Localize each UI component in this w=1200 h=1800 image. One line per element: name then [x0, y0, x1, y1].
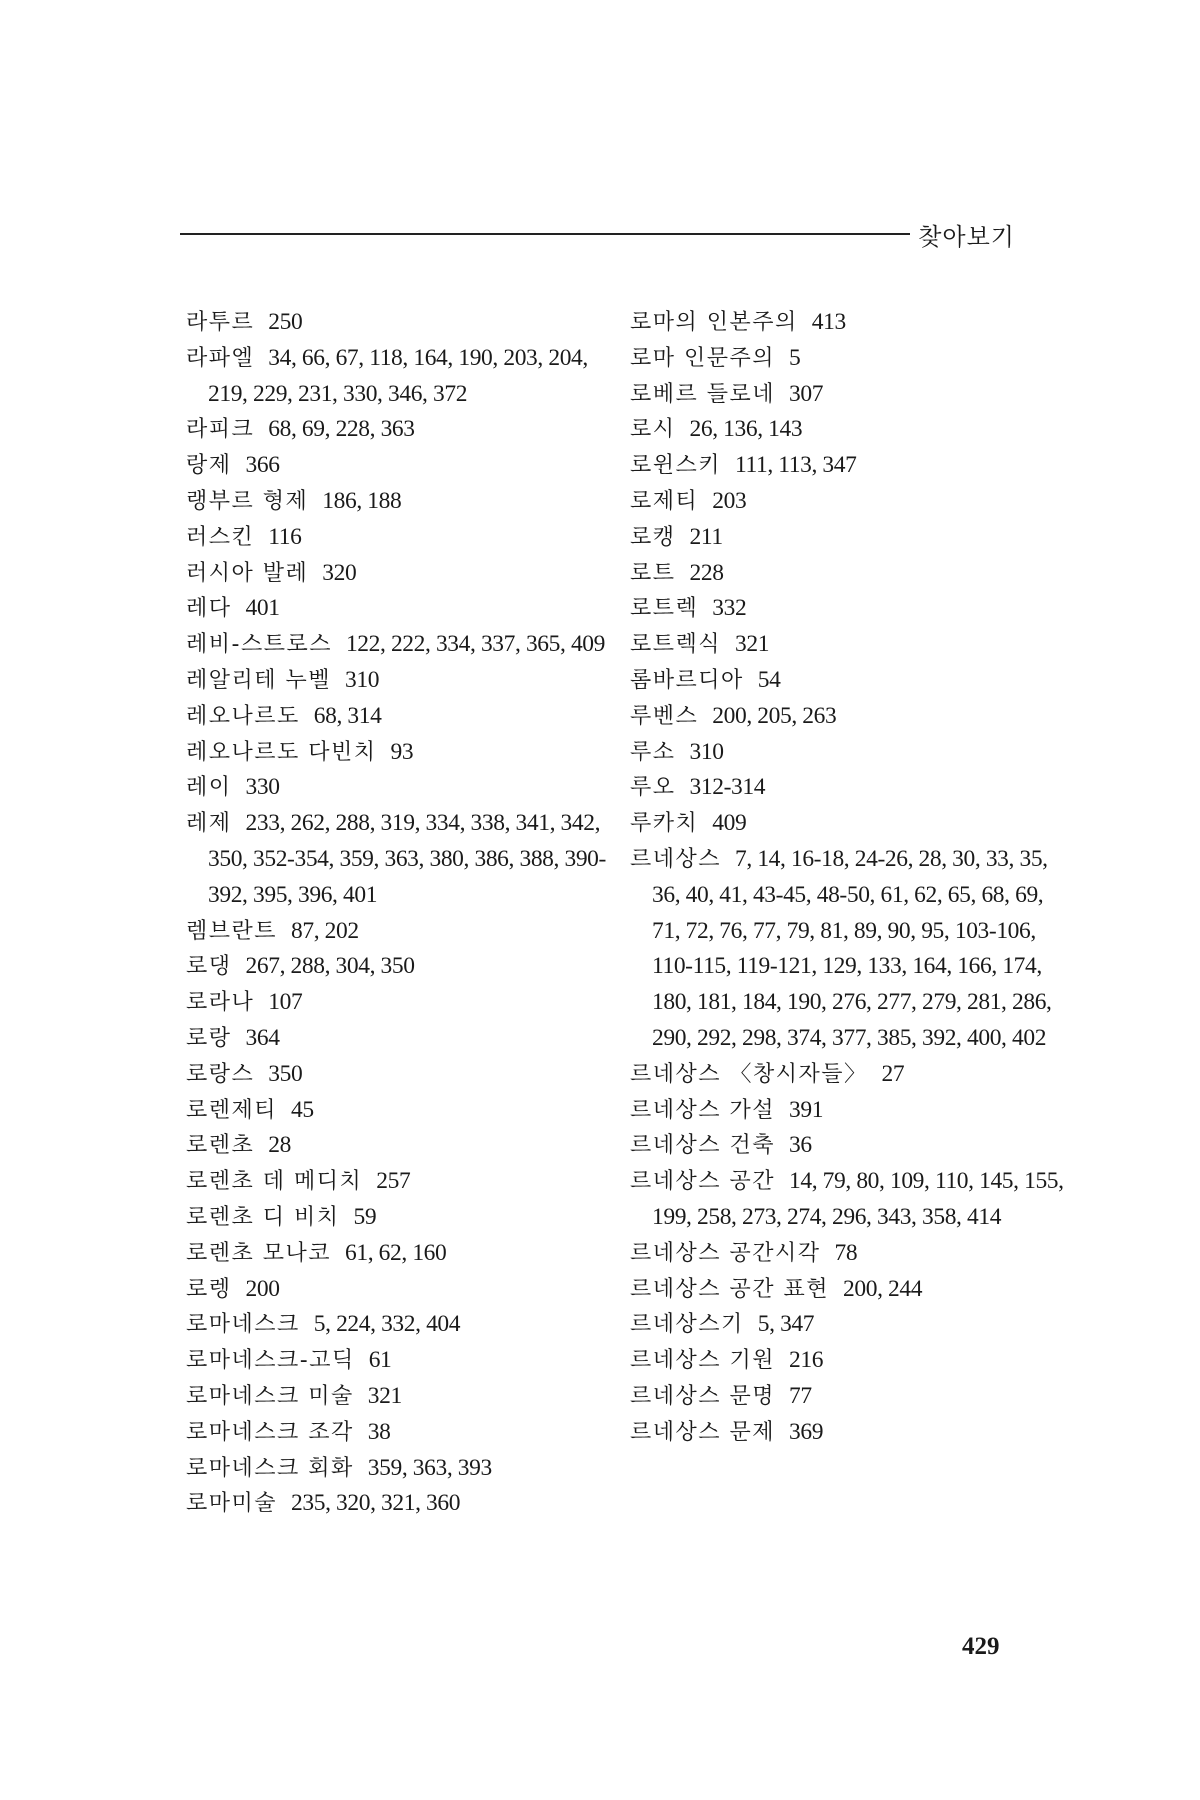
index-term: 로트: [630, 560, 676, 586]
index-entry: [630, 520, 1070, 556]
index-term: 로마 인문주의: [630, 345, 776, 371]
index-entry: [630, 591, 1070, 627]
index-entry: [630, 1164, 1070, 1236]
index-term: 로렌초 모나코: [186, 1240, 332, 1266]
index-entry: [630, 341, 1070, 377]
index-pages: 14, 79, 80, 109, 110, 145, 155, 199, 258, 273, 274, 296, 343, 358, 414: [652, 1168, 1064, 1230]
index-entry: [630, 556, 1070, 592]
index-entry: [186, 1236, 626, 1272]
index-term: 라피크: [186, 417, 255, 443]
index-pages: 186, 188: [322, 487, 402, 514]
index-term: 로마네스크 미술: [186, 1383, 354, 1409]
index-entry: [630, 627, 1070, 663]
index-term: 라투르: [186, 310, 255, 335]
index-term: 레알리테 누벨: [186, 667, 332, 693]
index-pages: 200, 205, 263: [712, 702, 837, 729]
index-pages: 77: [789, 1382, 812, 1409]
page-number: 429: [962, 1633, 1000, 1660]
index-term: 로마의 인본주의: [630, 310, 798, 335]
index-pages: 369: [789, 1418, 824, 1445]
index-entry: [630, 412, 1070, 448]
running-title: 찾아보기: [918, 223, 1015, 251]
index-entry: [630, 1415, 1070, 1451]
index-pages: 200, 244: [843, 1275, 923, 1302]
index-term: 르네상스 공간: [630, 1169, 776, 1195]
index-entry: [186, 1307, 626, 1343]
index-entry: [186, 1272, 626, 1308]
index-term: 롬바르디아: [630, 667, 744, 693]
index-term: 레이: [186, 775, 232, 801]
index-entry: [630, 1379, 1070, 1415]
index-pages: 330: [245, 774, 280, 801]
index-term: 랭부르 형제: [186, 488, 309, 514]
index-pages: 310: [689, 738, 724, 765]
index-pages: 5, 347: [757, 1311, 815, 1338]
index-entry: [186, 985, 626, 1021]
index-entry: [186, 699, 626, 735]
index-term: 르네상스 가설: [630, 1097, 776, 1123]
index-term: 로윈스키: [630, 453, 722, 479]
index-term: 로마네스크 회화: [186, 1455, 354, 1481]
index-entry: [630, 1057, 1070, 1093]
index-term: 로트렉: [630, 596, 699, 622]
index-entry: [186, 1128, 626, 1164]
index-pages: 211: [689, 523, 723, 550]
index-entry: [630, 770, 1070, 806]
index-entry: [630, 1272, 1070, 1308]
index-pages: 233, 262, 288, 319, 334, 338, 341, 342, 350, 352-354, 359, 363, 380, 386, 388, 390-392, 395, 396, 401: [208, 810, 606, 908]
index-pages: 235, 320, 321, 360: [291, 1490, 461, 1517]
index-entry: [186, 735, 626, 771]
index-term: 레비-스트로스: [186, 632, 332, 658]
index-term: 러시아 발레: [186, 560, 309, 586]
index-term: 레제: [186, 811, 232, 837]
index-pages: 216: [789, 1347, 824, 1374]
index-entry: [186, 627, 626, 663]
index-entry: [186, 1486, 626, 1522]
index-pages: 413: [811, 309, 846, 335]
index-entry: [186, 663, 626, 699]
index-entry: [186, 341, 626, 413]
index-entry: [186, 949, 626, 985]
index-pages: 391: [789, 1096, 824, 1123]
index-entry: [186, 520, 626, 556]
index-entry: [630, 842, 1070, 1057]
index-term: 로랑스: [186, 1061, 255, 1087]
index-pages: 36: [789, 1132, 812, 1159]
index-pages: 5: [789, 344, 801, 371]
index-entry: [630, 735, 1070, 771]
index-pages: 409: [712, 810, 747, 837]
index-term: 로시: [630, 417, 676, 443]
index-term: 르네상스 문명: [630, 1383, 776, 1409]
index-entry: [186, 770, 626, 806]
index-term: 르네상스기: [630, 1312, 744, 1338]
index-entry: [630, 1093, 1070, 1129]
index-term: 로렌초: [186, 1133, 255, 1159]
index-entry: [630, 484, 1070, 520]
index-entry: [630, 448, 1070, 484]
index-entry: [186, 1021, 626, 1057]
index-pages: 78: [834, 1239, 858, 1266]
index-entry: [630, 305, 1070, 341]
index-term: 로마네스크: [186, 1312, 300, 1338]
index-term: 로베르 들로네: [630, 381, 776, 407]
index-pages: 93: [390, 738, 414, 765]
index-pages: 321: [367, 1382, 402, 1409]
index-term: 러스킨: [186, 524, 255, 550]
index-pages: 122, 222, 334, 337, 365, 409: [345, 631, 606, 658]
index-term: 랑제: [186, 453, 232, 479]
index-entry: [630, 1128, 1070, 1164]
index-entry: [186, 806, 626, 913]
index-entry: [186, 591, 626, 627]
index-term: 르네상스 공간시각: [630, 1240, 821, 1266]
index-entry: [186, 484, 626, 520]
index-term: 루카치: [630, 811, 699, 837]
index-pages: 68, 69, 228, 363: [268, 416, 415, 443]
index-entry: [186, 1415, 626, 1451]
index-pages: 250: [268, 309, 303, 335]
index-pages: 28: [268, 1132, 291, 1159]
index-term: 르네상스 〈창시자들〉: [630, 1061, 868, 1087]
index-term: 루오: [630, 775, 676, 801]
index-entry: [186, 305, 626, 341]
index-term: 로렝: [186, 1276, 232, 1302]
index-term: 로캥: [630, 524, 676, 550]
index-term: 르네상스 공간 표현: [630, 1276, 830, 1302]
index-pages: 107: [268, 989, 303, 1016]
index-term: 로마미술: [186, 1491, 278, 1517]
index-pages: 359, 363, 393: [367, 1454, 492, 1481]
index-term: 로마네스크-고딕: [186, 1348, 355, 1374]
index-pages: 366: [245, 452, 280, 479]
index-pages: 401: [245, 595, 280, 622]
index-entry: [630, 1307, 1070, 1343]
index-pages: 5, 224, 332, 404: [313, 1311, 461, 1338]
index-term: 로렌초 데 메디치: [186, 1169, 363, 1195]
index-term: 르네상스 건축: [630, 1133, 776, 1159]
index-term: 로렌제티: [186, 1097, 278, 1123]
index-pages: 267, 288, 304, 350: [245, 953, 415, 980]
index-entry: [186, 1451, 626, 1487]
index-column-right: [630, 305, 1070, 1451]
index-pages: 27: [881, 1060, 905, 1087]
index-entry: [186, 1164, 626, 1200]
index-pages: 34, 66, 67, 118, 164, 190, 203, 204, 219, 229, 231, 330, 346, 372: [208, 344, 588, 407]
index-term: 로트렉식: [630, 632, 722, 658]
index-term: 로제티: [630, 488, 699, 514]
index-pages: 87, 202: [291, 917, 359, 944]
index-entry: [186, 1343, 626, 1379]
index-pages: 59: [353, 1203, 377, 1230]
index-entry: [630, 699, 1070, 735]
index-pages: 54: [757, 666, 781, 693]
index-pages: 45: [291, 1096, 314, 1123]
index-entry: [186, 1200, 626, 1236]
index-entry: [630, 806, 1070, 842]
index-term: 레다: [186, 596, 232, 622]
index-term: 로마네스크 조각: [186, 1419, 354, 1445]
index-term: 로라나: [186, 990, 255, 1016]
index-pages: 310: [345, 666, 380, 693]
index-entry: [186, 412, 626, 448]
index-term: 로댕: [186, 954, 232, 980]
index-pages: 111, 113, 347: [735, 452, 857, 479]
index-entry: [186, 914, 626, 950]
index-entry: [186, 1093, 626, 1129]
index-term: 렘브란트: [186, 918, 278, 944]
index-entry: [630, 1343, 1070, 1379]
index-term: 라파엘: [186, 345, 255, 371]
index-pages: 61, 62, 160: [345, 1239, 447, 1266]
index-pages: 307: [789, 380, 824, 407]
index-entry: [630, 1236, 1070, 1272]
index-entry: [630, 377, 1070, 413]
index-entry: [186, 1057, 626, 1093]
index-pages: 257: [376, 1168, 411, 1195]
index-term: 루소: [630, 739, 676, 765]
index-term: 루벤스: [630, 703, 699, 729]
index-pages: 38: [367, 1418, 391, 1445]
index-column-left: [186, 305, 626, 1522]
index-term: 로렌초 디 비치: [186, 1204, 340, 1230]
index-pages: 61: [368, 1347, 392, 1374]
index-entry: [186, 448, 626, 484]
index-pages: 350: [268, 1060, 303, 1087]
index-pages: 321: [735, 631, 770, 658]
index-term: 레오나르도: [186, 703, 300, 729]
index-term: 레오나르도 다빈치: [186, 739, 377, 765]
index-pages: 312-314: [689, 774, 766, 801]
index-pages: 68, 314: [313, 702, 382, 729]
index-term: 르네상스 문제: [630, 1419, 776, 1445]
header-rule: [180, 233, 910, 235]
index-entry: [186, 556, 626, 592]
index-pages: 203: [712, 487, 747, 514]
index-pages: 116: [268, 523, 302, 550]
index-term: 르네상스: [630, 846, 722, 872]
index-term: 르네상스 기원: [630, 1348, 776, 1374]
index-entry: [186, 1379, 626, 1415]
index-term: 로랑: [186, 1025, 232, 1051]
index-pages: 320: [322, 559, 357, 586]
index-entry: [630, 663, 1070, 699]
index-pages: 332: [712, 595, 747, 622]
index-pages: 26, 136, 143: [689, 416, 803, 443]
index-pages: 7, 14, 16-18, 24-26, 28, 30, 33, 35, 36, 40, 41, 43-45, 48-50, 61, 62, 65, 68, 69, 71, 72, 76, 77, 79, 81, 89, 90, 95, 103-106, 110-115, 119-121, 129, 133, 164, 166, 174, 180, 181, 184, 190, 276, 277, 279, 281, 286, 290, 292, 298, 374, 377, 385, 392, 400, 402: [652, 845, 1052, 1051]
index-pages: 228: [689, 559, 724, 586]
index-pages: 364: [245, 1024, 280, 1051]
index-pages: 200: [245, 1275, 280, 1302]
